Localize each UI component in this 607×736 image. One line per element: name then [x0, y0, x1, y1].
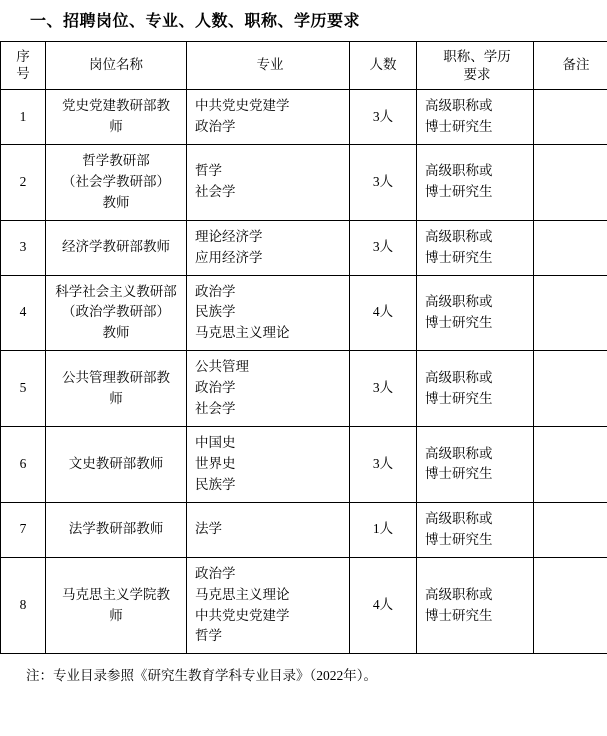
position-line: 法学教研部教师 [68, 521, 164, 537]
cell-requirement [417, 351, 534, 427]
cell-major [187, 90, 350, 145]
cell-note [534, 427, 607, 503]
position-line: 哲学教研部 [82, 152, 150, 168]
requirement-line: 高级职称或 [425, 445, 493, 461]
major-line: 马克思主义理论 [195, 586, 290, 602]
cell-no: 4 [1, 275, 46, 351]
cell-requirement [417, 275, 534, 351]
cell-major [187, 557, 350, 654]
table-row [1, 220, 607, 275]
cell-count: 3人 [350, 220, 417, 275]
position-line: 师 [109, 119, 123, 135]
major-line: 中共党史党建学 [195, 98, 290, 114]
header-cell-note: 备注 [534, 42, 607, 90]
cell-note [534, 275, 607, 351]
header-cell-position: 岗位名称 [46, 42, 187, 90]
position-line: 科学社会主义教研部 [55, 283, 177, 299]
cell-no: 3 [1, 220, 46, 275]
header-cell-major: 专业 [187, 42, 350, 90]
requirement-line: 高级职称或 [425, 294, 493, 309]
major-line: 理论经济学 [195, 228, 263, 244]
cell-note [534, 220, 607, 275]
cell-position [46, 144, 187, 220]
requirement-line: 高级职称或 [425, 98, 493, 114]
cell-no: 6 [1, 427, 46, 503]
cell-no: 7 [1, 502, 46, 557]
cell-position [46, 557, 187, 654]
cell-requirement [417, 90, 534, 145]
major-line: 政治学 [195, 565, 236, 581]
position-line: （社会学教研部） [62, 173, 170, 189]
cell-no: 5 [1, 351, 46, 427]
cell-note [534, 502, 607, 557]
table-row [1, 275, 607, 351]
requirement-line: 博士研究生 [425, 314, 493, 330]
cell-requirement [417, 502, 534, 557]
cell-count: 3人 [350, 427, 417, 503]
major-line: 法学 [195, 521, 222, 537]
header-req-line2: 要求 [463, 66, 491, 82]
major-line: 马克思主义理论 [195, 325, 290, 341]
cell-note [534, 351, 607, 427]
position-line: 教师 [102, 325, 130, 341]
cell-note [534, 90, 607, 145]
position-line: 党史党建教研部教 [62, 98, 170, 114]
cell-major [187, 144, 350, 220]
position-line: 经济学教研部教师 [62, 239, 170, 255]
cell-count: 3人 [350, 144, 417, 220]
requirement-line: 博士研究生 [425, 390, 493, 406]
cell-note [534, 557, 607, 654]
requirement-line: 高级职称或 [425, 163, 493, 179]
position-line: 师 [109, 607, 123, 623]
cell-no: 8 [1, 557, 46, 654]
requirement-line: 博士研究生 [425, 531, 493, 547]
cell-requirement [417, 557, 534, 654]
position-line: 公共管理教研部教 [62, 369, 170, 385]
cell-position [46, 90, 187, 145]
table-row [1, 351, 607, 427]
position-line: 教师 [102, 194, 130, 210]
requirement-line: 博士研究生 [425, 607, 493, 623]
major-line: 中国史 [195, 435, 236, 451]
cell-no: 2 [1, 144, 46, 220]
requirement-line: 博士研究生 [425, 466, 493, 482]
cell-position [46, 427, 187, 503]
cell-major [187, 275, 350, 351]
header-req-line1: 职称、学历 [443, 49, 511, 64]
major-line: 政治学 [195, 119, 236, 135]
cell-position [46, 351, 187, 427]
recruitment-table [0, 41, 607, 654]
table-footnote: 注：专业目录参照《研究生教育学科专业目录》（2022年）。 [26, 668, 377, 684]
major-line: 中共党史党建学 [195, 607, 290, 623]
position-line: 马克思主义学院教 [62, 586, 170, 602]
major-line: 世界史 [195, 456, 236, 471]
position-line: （政治学教研部） [62, 304, 170, 320]
table-row [1, 427, 607, 503]
major-line: 公共管理 [195, 359, 249, 375]
cell-major [187, 502, 350, 557]
cell-note [534, 144, 607, 220]
table-row [1, 144, 607, 220]
header-cell-no [1, 42, 46, 90]
cell-major [187, 427, 350, 503]
major-line: 应用经济学 [195, 249, 263, 265]
requirement-line: 高级职称或 [425, 586, 493, 602]
cell-major [187, 220, 350, 275]
requirement-line: 高级职称或 [425, 369, 493, 385]
requirement-line: 博士研究生 [425, 249, 493, 265]
major-line: 政治学 [195, 380, 236, 396]
cell-count: 4人 [350, 275, 417, 351]
cell-count: 4人 [350, 557, 417, 654]
header-no-line1: 序 [16, 48, 30, 64]
table-body [1, 90, 607, 654]
cell-no: 1 [1, 90, 46, 145]
requirement-line: 高级职称或 [425, 228, 493, 244]
requirement-line: 博士研究生 [425, 119, 493, 135]
table-header-row [1, 42, 607, 90]
cell-count: 3人 [350, 90, 417, 145]
page-title: 一、招聘岗位、专业、人数、职称、学历要求 [30, 13, 361, 30]
header-cell-count: 人数 [350, 42, 417, 90]
cell-requirement [417, 427, 534, 503]
cell-count: 3人 [350, 351, 417, 427]
major-line: 社会学 [195, 184, 236, 200]
table-row [1, 557, 607, 654]
cell-count: 1人 [350, 502, 417, 557]
requirement-line: 博士研究生 [425, 184, 493, 200]
header-no-line2: 号 [16, 65, 30, 81]
cell-requirement [417, 220, 534, 275]
table-row [1, 90, 607, 145]
table-row [1, 502, 607, 557]
cell-position [46, 502, 187, 557]
major-line: 民族学 [195, 304, 236, 320]
table-header [1, 42, 607, 90]
position-line: 文史教研部教师 [68, 456, 164, 471]
major-line: 社会学 [195, 401, 236, 417]
position-line: 师 [109, 390, 123, 406]
major-line: 民族学 [195, 476, 236, 492]
requirement-line: 高级职称或 [425, 510, 493, 526]
major-line: 哲学 [195, 628, 222, 644]
cell-requirement [417, 144, 534, 220]
major-line: 哲学 [195, 163, 222, 179]
header-cell-requirement [417, 42, 534, 90]
cell-position [46, 275, 187, 351]
cell-major [187, 351, 350, 427]
major-line: 政治学 [195, 283, 236, 299]
cell-position [46, 220, 187, 275]
